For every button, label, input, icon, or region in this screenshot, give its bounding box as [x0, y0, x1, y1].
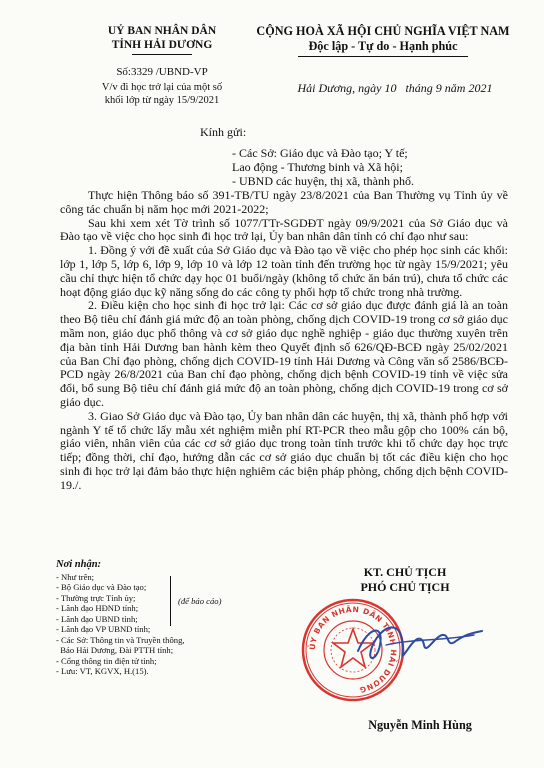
seal-text: ỦY BAN NHÂN DÂN TỈNH HẢI DƯƠNG: [307, 604, 399, 695]
signature-title-line-1: KT. CHỦ TỊCH: [363, 565, 447, 579]
distribution-item: - Lưu: VT, KGVX, H.(15).: [56, 666, 149, 676]
distribution-item: - Lãnh đạo HĐND tỉnh;: [56, 603, 139, 613]
org-line-2: TỈNH HẢI DƯƠNG: [111, 39, 213, 51]
handwritten-signature-icon: [350, 605, 490, 675]
distribution-item: - Bộ Giáo dục và Đào tạo;: [56, 582, 147, 592]
recipients-label: Kính gửi:: [200, 125, 247, 139]
recipient-line: Lao động - Thương binh và Xã hội;: [232, 160, 403, 174]
body-paragraph: 2. Điều kiện cho học sinh đi học trở lại: Các cơ sở giáo dục được đánh giá là an toàn theo Bộ tiêu chí đánh giá mức độ an toàn phòng, chống dịch COVID-19 trong cơ sở giáo dục mầm non, giáo dục phổ thông và cơ sở giáo dục nghề nghiệp - giáo dục thường xuyên trên địa bàn tỉnh Hải Dương ban hành kèm theo Quyết định số 626/QĐ-BCĐ ngày 25/02/2021 của Ban Chỉ đạo phòng, chống dịch COVID-19 tỉnh Hải Dương và Công văn số 2586/BCĐ-PCD ngày 26/8/2021 của Ban chỉ đạo phòng, chống dịch bệnh COVID-19 tỉnh về việc sửa đổi, bổ sung Bộ tiêu chí đánh giá mức độ an toàn phòng, chống dịch COVID-19 trong cơ sở giáo dục.: [60, 298, 508, 409]
body-paragraph: 3. Giao Sở Giáo dục và Đào tạo, Ủy ban nhân dân các huyện, thị xã, thành phố hợp với ngành Y tế tổ chức lấy mẫu xét nghiệm miễn phí RT-PCR theo mẫu gộp cho 100% cán bộ, giáo viên, nhân viên của các cơ sở giáo dục trong toàn tỉnh trước khi tổ chức dạy học trực tiếp; đồng thời, chỉ đạo, hướng dẫn các cơ sở giáo dục chuẩn bị tốt các điều kiện cho học sinh đi học trở lại đảm bảo thực hiện nghiêm các biện pháp phòng, chống dịch bệnh COVID-19./.: [60, 408, 508, 492]
document-subject: [62, 81, 262, 107]
issuing-authority: [62, 24, 262, 55]
body-paragraph: Sau khi xem xét Tờ trình số 1077/TTr-SGDĐT ngày 09/9/2021 của Sở Giáo dục và Đào tạo về việc cho học sinh đi học trở lại, Ủy ban nhân dân tỉnh có chỉ đạo như sau:: [60, 215, 508, 244]
distribution-item: - Lãnh đạo VP UBND tỉnh;: [56, 624, 151, 634]
recipient-line: - UBND các huyện, thị xã, thành phố.: [232, 174, 414, 188]
recipients-list: [232, 146, 414, 188]
recipient-line: - Các Sở: Giáo dục và Đào tạo; Y tế;: [232, 146, 408, 160]
distribution-title: Nơi nhận:: [56, 559, 102, 570]
distribution-list: [56, 560, 286, 677]
distribution-item: - Các Sở: Thông tin và Truyền thông,: [56, 634, 185, 645]
body-paragraph: Thực hiện Thông báo số 391-TB/TU ngày 23/8/2021 của Ban Thường vụ Tỉnh ủy về công tác chuẩn bị năm học mới 2021-2022;: [60, 188, 508, 216]
body-paragraph: 1. Đồng ý với đề xuất của Sở Giáo dục và Đào tạo về việc cho phép học sinh các khối: lớp 1, lớp 5, lớp 6, lớp 9, lớp 10 và lớp 12 toàn tỉnh đến trường học từ ngày 15/9/2021; yêu cầu chỉ thực hiện tổ chức dạy học 01 buổi/ngày (không tổ chức ăn bán trú), chưa tổ chức các hoạt động giáo dục kỹ năng sống do các công ty phối hợp tổ chức trong nhà trường.: [60, 243, 508, 299]
document-body: [60, 189, 508, 493]
document-date: Hải Dương, ngày 10 tháng 9 năm 2021: [297, 81, 493, 95]
bracket-divider: [166, 576, 171, 626]
distribution-item: - Như trên;: [56, 571, 95, 582]
motto-underline: [298, 56, 468, 57]
signature-title-line-2: PHÓ CHỦ TỊCH: [360, 580, 450, 594]
national-motto: [238, 24, 528, 57]
bracket-note: (để báo cáo): [178, 596, 222, 606]
distribution-item: - Thường trực Tỉnh ủy;: [56, 592, 136, 603]
subject-line-2: khối lớp từ ngày 15/9/2021: [104, 95, 220, 106]
document-number: Số:3329 /UBND-VP: [116, 66, 208, 78]
org-underline: [132, 54, 192, 55]
signature-title: [305, 565, 505, 595]
distribution-item: - Lãnh đạo UBND tỉnh;: [56, 613, 138, 624]
nation-line-1: CỘNG HOÀ XÃ HỘI CHỦ NGHĨA VIỆT NAM: [256, 24, 510, 38]
nation-line-2: Độc lập - Tự do - Hạnh phúc: [308, 39, 458, 53]
signer-name: Nguyễn Minh Hùng: [368, 718, 472, 732]
distribution-item: Báo Hải Dương, Đài PTTH tỉnh;: [56, 645, 174, 655]
subject-line-1: V/v đi học trở lại của một số: [101, 82, 223, 93]
distribution-item: - Cổng thông tin điện tử tỉnh;: [56, 655, 157, 666]
org-line-1: UỶ BAN NHÂN DÂN: [107, 25, 217, 37]
